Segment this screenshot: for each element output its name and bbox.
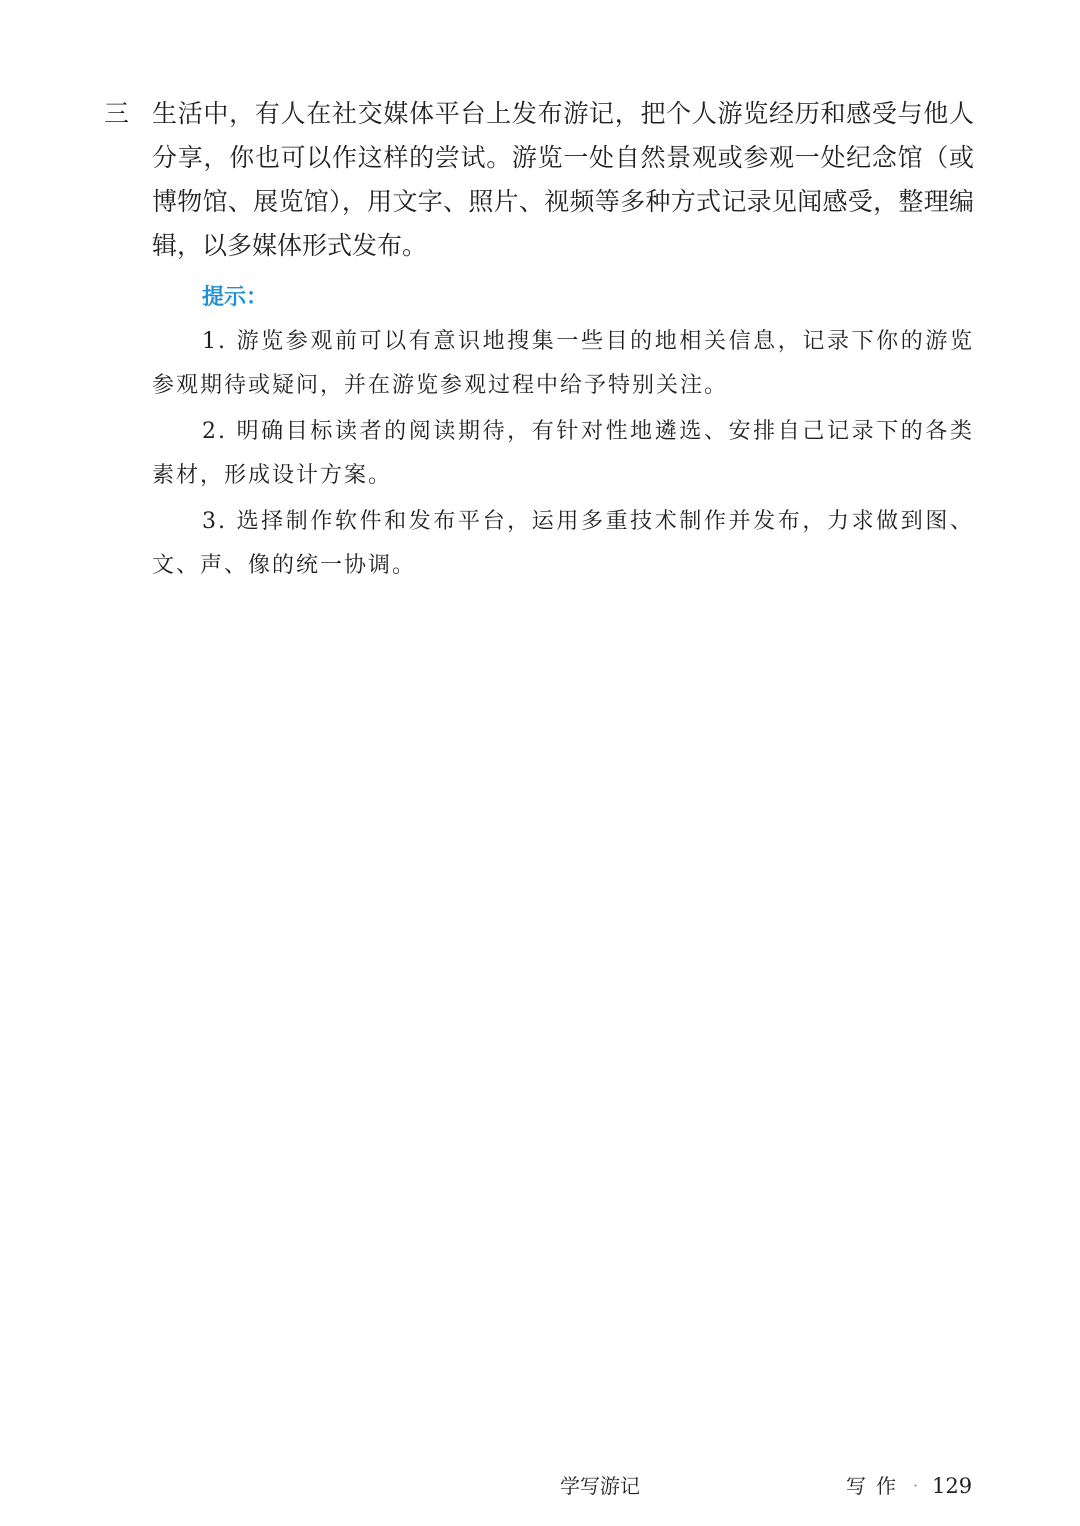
hint-block: [152, 278, 974, 588]
hint-item-2: 2. 明确目标读者的阅读期待，有针对性地遴选、安排自己记录下的各类素材，形成设计方案。: [152, 419, 974, 488]
exercise-3: [104, 92, 984, 588]
footer-section-title: 学写游记: [560, 1474, 640, 1498]
page-number: 129: [932, 1474, 973, 1498]
exercise-number: 三: [104, 99, 130, 128]
hint-item-1: 1. 游览参观前可以有意识地搜集一些目的地相关信息，记录下你的游览参观期待或疑问，并在游览参观过程中给予特别关注。: [152, 329, 974, 398]
exercise-text: 生活中，有人在社交媒体平台上发布游记，把个人游览经历和感受与他人分享，你也可以作这样的尝试。游览一处自然景观或参观一处纪念馆（或博物馆、展览馆），用文字、照片、视频等多种方式记录见闻感受，整理编辑，以多媒体形式发布。: [152, 99, 974, 260]
hint-item-3: 3. 选择制作软件和发布平台，运用多重技术制作并发布，力求做到图、文、声、像的统一协调。: [152, 509, 974, 578]
hint-title: 提示：: [202, 285, 269, 310]
footer-unit-label: 写作: [846, 1474, 906, 1498]
page-footer: [0, 1466, 1080, 1506]
footer-separator: ·: [913, 1476, 919, 1495]
